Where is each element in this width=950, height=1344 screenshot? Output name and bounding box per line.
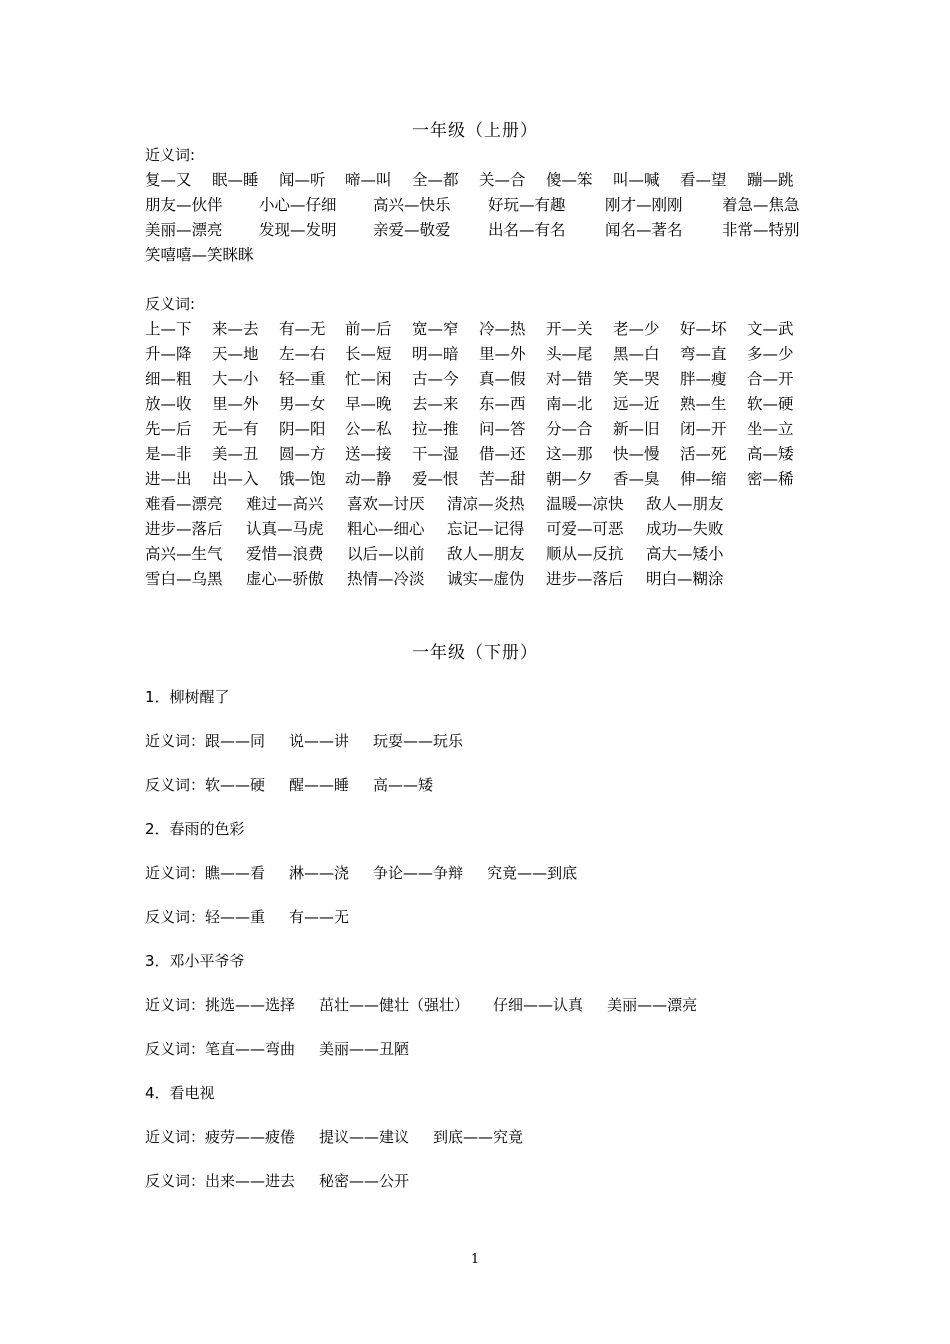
antonym-pair: 南—北 (546, 395, 593, 413)
antonym-pair: 放—收 (145, 395, 192, 413)
antonym-pair: 高大—矮小 (646, 545, 724, 563)
antonym-pair: 里—外 (479, 345, 526, 363)
antonym-pair: 进步—落后 (145, 520, 223, 538)
antonym-pair: 出来——进去 (205, 1172, 296, 1190)
antonym-pair: 大—小 (212, 370, 259, 388)
antonym-pair: 可爱—可恶 (546, 520, 624, 538)
synonym-pair: 挑选——选择 (205, 996, 296, 1014)
synonym-pair: 好玩—有趣 (488, 196, 566, 214)
antonym-pair: 闭—开 (680, 420, 727, 438)
upper-synonyms-label: 近义词: (145, 146, 196, 164)
antonym-pair: 头—尾 (546, 345, 593, 363)
synonym-pair: 刚才—刚刚 (605, 196, 683, 214)
lesson-heading: 4．看电视 (145, 1084, 215, 1102)
synonym-pair: 傻—笨 (546, 171, 593, 189)
upper-title: 一年级（上册） (412, 121, 538, 141)
synonym-pair: 闻—听 (279, 171, 326, 189)
antonym-pair: 出—入 (212, 470, 259, 488)
antonym-pair: 新—旧 (613, 420, 660, 438)
antonym-pair: 先—后 (145, 420, 192, 438)
synonym-pair: 闻名—著名 (605, 221, 683, 239)
antonym-pair: 难看—漂亮 (145, 495, 223, 513)
antonym-pair: 清凉—炎热 (447, 495, 525, 513)
lesson-heading: 3．邓小平爷爷 (145, 952, 245, 970)
antonym-pair: 阴—阳 (279, 420, 326, 438)
antonym-pair: 动—静 (345, 470, 392, 488)
antonym-pair: 送—接 (345, 445, 392, 463)
antonym-pair: 温暖—凉快 (546, 495, 624, 513)
synonym-pair: 关—合 (479, 171, 526, 189)
synonym-pair: 跟——同 (205, 732, 266, 750)
antonym-pair: 圆—方 (279, 445, 326, 463)
antonym-pair: 成功—失败 (646, 520, 724, 538)
synonym-pair: 小心—仔细 (259, 196, 337, 214)
antonym-pair: 升—降 (145, 345, 192, 363)
antonym-pair: 难过—高兴 (246, 495, 324, 513)
antonym-pair: 冷—热 (479, 320, 526, 338)
antonym-pair: 忙—闲 (345, 370, 392, 388)
antonym-pair: 伸—缩 (680, 470, 727, 488)
synonym-pair: 全—都 (412, 171, 459, 189)
synonyms-prefix: 近义词： (145, 996, 206, 1014)
lesson-synonyms-line (145, 730, 487, 751)
antonym-pair: 宽—窄 (412, 320, 459, 338)
synonyms-prefix: 近义词： (145, 732, 206, 750)
antonym-pair: 明白—糊涂 (646, 570, 724, 588)
antonym-pair: 黑—白 (613, 345, 660, 363)
antonym-pair: 爱惜—浪费 (246, 545, 324, 563)
antonym-pair: 进—出 (145, 470, 192, 488)
upper-antonyms-label: 反义词: (145, 295, 196, 313)
antonym-pair: 老—少 (613, 320, 660, 338)
antonyms-prefix: 反义词： (145, 1172, 206, 1190)
antonym-pair: 去—来 (412, 395, 459, 413)
antonym-pair: 敌人—朋友 (646, 495, 724, 513)
lesson-synonyms-line (145, 1126, 547, 1147)
antonym-pair: 好—坏 (680, 320, 727, 338)
antonym-pair: 进步—落后 (546, 570, 624, 588)
antonym-pair: 苦—甜 (479, 470, 526, 488)
antonym-pair: 来—去 (212, 320, 259, 338)
antonym-pair: 文—武 (747, 320, 794, 338)
antonym-pair: 细—粗 (145, 370, 192, 388)
antonym-pair: 早—晚 (345, 395, 392, 413)
synonym-pair: 复—又 (145, 171, 192, 189)
synonym-pair: 高兴—快乐 (373, 196, 451, 214)
antonyms-prefix: 反义词： (145, 908, 206, 926)
lesson-antonyms-line (145, 906, 373, 927)
antonym-pair: 美丽——丑陋 (319, 1040, 410, 1058)
antonym-pair: 笑—哭 (613, 370, 660, 388)
antonym-pair: 有—无 (279, 320, 326, 338)
antonym-pair: 朝—夕 (546, 470, 593, 488)
synonym-pair: 亲爱—敬爱 (373, 221, 451, 239)
antonym-pair: 无—有 (212, 420, 259, 438)
antonym-pair: 美—丑 (212, 445, 259, 463)
synonym-pair: 提议——建议 (319, 1128, 410, 1146)
antonym-pair: 活—死 (680, 445, 727, 463)
synonym-pair: 出名—有名 (488, 221, 566, 239)
antonym-pair: 借—还 (479, 445, 526, 463)
synonym-pair: 究竟——到底 (487, 864, 578, 882)
antonym-pair: 东—西 (479, 395, 526, 413)
antonym-pair: 古—今 (412, 370, 459, 388)
antonym-pair: 这—那 (546, 445, 593, 463)
synonym-pair: 啼—叫 (345, 171, 392, 189)
antonym-pair: 秘密——公开 (319, 1172, 410, 1190)
antonym-pair: 男—女 (279, 395, 326, 413)
synonyms-prefix: 近义词： (145, 1128, 206, 1146)
lesson-antonyms-line (145, 1170, 433, 1191)
antonym-pair: 饿—饱 (279, 470, 326, 488)
lesson-antonyms-line (145, 1038, 433, 1059)
antonym-pair: 高—矮 (747, 445, 794, 463)
antonym-pair: 软—硬 (747, 395, 794, 413)
antonym-pair: 熟—生 (680, 395, 727, 413)
lesson-synonyms-line (145, 862, 601, 883)
antonym-pair: 认真—马虎 (246, 520, 324, 538)
antonym-pair: 明—暗 (412, 345, 459, 363)
antonym-pair: 以后—以前 (347, 545, 425, 563)
synonym-pair: 玩耍——玩乐 (373, 732, 464, 750)
synonym-pair: 茁壮——健壮（强壮） (319, 996, 470, 1014)
synonym-pair: 蹦—跳 (747, 171, 794, 189)
synonym-pair: 着急—焦急 (722, 196, 800, 214)
antonym-pair: 是—非 (145, 445, 192, 463)
antonym-pair: 喜欢—讨厌 (347, 495, 425, 513)
antonym-pair: 软——硬 (205, 776, 266, 794)
antonym-pair: 快—慢 (613, 445, 660, 463)
synonym-pair: 疲劳——疲倦 (205, 1128, 296, 1146)
synonym-pair: 瞧——看 (205, 864, 266, 882)
synonym-pair: 非常—特别 (722, 221, 800, 239)
antonym-pair: 长—短 (345, 345, 392, 363)
antonym-pair: 敌人—朋友 (447, 545, 525, 563)
synonym-pair: 发现—发明 (259, 221, 337, 239)
synonym-pair: 说——讲 (289, 732, 350, 750)
antonym-pair: 胖—瘦 (680, 370, 727, 388)
antonym-pair: 粗心—细心 (347, 520, 425, 538)
antonyms-prefix: 反义词： (145, 776, 206, 794)
antonym-pair: 弯—直 (680, 345, 727, 363)
antonym-pair: 高——矮 (373, 776, 434, 794)
antonym-pair: 虚心—骄傲 (246, 570, 324, 588)
lesson-heading: 1．柳树醒了 (145, 688, 230, 706)
antonym-pair: 忘记—记得 (447, 520, 525, 538)
synonym-pair: 淋——浇 (289, 864, 350, 882)
antonym-pair: 醒——睡 (289, 776, 350, 794)
antonym-pair: 公—私 (345, 420, 392, 438)
antonyms-prefix: 反义词： (145, 1040, 206, 1058)
antonym-pair: 里—外 (212, 395, 259, 413)
lesson-heading: 2．春雨的色彩 (145, 820, 245, 838)
antonym-pair: 天—地 (212, 345, 259, 363)
lesson-synonyms-line (145, 994, 721, 1015)
synonym-pair: 到底——究竟 (433, 1128, 524, 1146)
synonyms-prefix: 近义词： (145, 864, 206, 882)
antonym-pair: 香—臭 (613, 470, 660, 488)
antonym-pair: 雪白—乌黑 (145, 570, 223, 588)
antonym-pair: 顺从—反抗 (546, 545, 624, 563)
antonym-pair: 干—湿 (412, 445, 459, 463)
antonym-pair: 对—错 (546, 370, 593, 388)
antonym-pair: 多—少 (747, 345, 794, 363)
antonym-pair: 密—稀 (747, 470, 794, 488)
antonym-pair: 高兴—生气 (145, 545, 223, 563)
antonym-pair: 笔直——弯曲 (205, 1040, 296, 1058)
lesson-antonyms-line (145, 774, 457, 795)
antonym-pair: 远—近 (613, 395, 660, 413)
synonym-pair: 美丽—漂亮 (145, 221, 223, 239)
antonym-pair: 诚实—虚伪 (447, 570, 525, 588)
antonym-pair: 真—假 (479, 370, 526, 388)
antonym-pair: 爱—恨 (412, 470, 459, 488)
synonym-pair: 朋友—伙伴 (145, 196, 223, 214)
antonym-pair: 左—右 (279, 345, 326, 363)
antonym-pair: 合—开 (747, 370, 794, 388)
antonym-pair: 前—后 (345, 320, 392, 338)
synonym-pair: 仔细——认真 (493, 996, 584, 1014)
antonym-pair: 分—合 (546, 420, 593, 438)
antonym-pair: 问—答 (479, 420, 526, 438)
antonym-pair: 有——无 (289, 908, 350, 926)
antonym-pair: 上—下 (145, 320, 192, 338)
synonym-pair: 叫—喊 (613, 171, 660, 189)
antonym-pair: 热情—冷淡 (347, 570, 425, 588)
synonym-pair: 看—望 (680, 171, 727, 189)
synonym-pair: 笑嘻嘻—笑眯眯 (145, 246, 254, 264)
lower-title: 一年级（下册） (412, 643, 538, 663)
antonym-pair: 坐—立 (747, 420, 794, 438)
antonym-pair: 轻——重 (205, 908, 266, 926)
antonym-pair: 开—关 (546, 320, 593, 338)
page-number: 1 (470, 1252, 480, 1267)
synonym-pair: 争论——争辩 (373, 864, 464, 882)
antonym-pair: 轻—重 (279, 370, 326, 388)
synonym-pair: 眠—睡 (212, 171, 259, 189)
antonym-pair: 拉—推 (412, 420, 459, 438)
synonym-pair: 美丽——漂亮 (607, 996, 698, 1014)
